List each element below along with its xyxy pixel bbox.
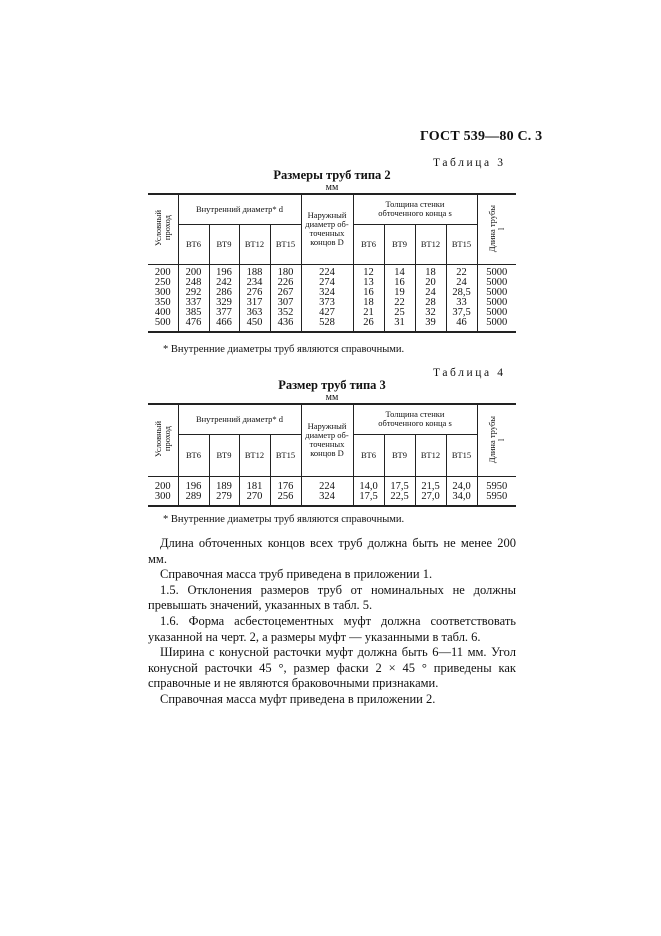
table3-sub-bt9-s: ВТ9 (384, 224, 415, 264)
table4-sub-bt12: ВТ12 (239, 434, 270, 476)
table4-header-outer: Наружный диаметр об- точенных концов D (301, 404, 353, 476)
table3-header-thickness: Толщина стенки обточенного конца s (353, 194, 477, 224)
table4-header-cond: Условный проход (148, 404, 178, 476)
table4 (148, 403, 516, 507)
paragraph-1-6: 1.6. Форма асбестоцементных муфт должна соответствовать указанной на черт. 2, а размеры муфт — указанными в табл. 6. (148, 613, 516, 644)
table3-sub-bt12-s: ВТ12 (415, 224, 446, 264)
table3-header-length: Длина трубы l (477, 194, 516, 264)
body-text (148, 536, 516, 708)
table3-header-outer: Наружный диаметр об- точенных концов D (301, 194, 353, 264)
table4-col-d-bt6: 196 289 (178, 476, 209, 506)
table4-col-length: 5950 5950 (477, 476, 516, 506)
table3-header-cond: Условный проход (148, 194, 178, 264)
table4-sub-bt15: ВТ15 (270, 434, 301, 476)
table4-sub-bt15-s: ВТ15 (446, 434, 477, 476)
table4-sub-bt9-s: ВТ9 (384, 434, 415, 476)
page-header: ГОСТ 539—80 С. 3 (420, 129, 543, 144)
table4-sub-bt12-s: ВТ12 (415, 434, 446, 476)
table3-sub-bt15-s: ВТ15 (446, 224, 477, 264)
table4-header-length: Длина трубы l (477, 404, 516, 476)
table4-col-d-bt12: 181 270 (239, 476, 270, 506)
table3-col-outer: 224 274 324 373 427 528 (301, 264, 353, 332)
table3-col-s-bt6: 12 13 16 18 21 26 (353, 264, 384, 332)
table4-col-s-bt9: 17,5 22,5 (384, 476, 415, 506)
table3-col-d-bt9: 196 242 286 329 377 466 (209, 264, 239, 332)
table4-col-cond: 200 300 (148, 476, 178, 506)
paragraph-1-5: 1.5. Отклонения размеров труб от номинальных не должны превышать значений, указанных в табл. 5. (148, 582, 516, 613)
table3-col-s-bt9: 14 16 19 22 25 31 (384, 264, 415, 332)
table3-col-cond: 200 250 300 350 400 500 (148, 264, 178, 332)
table4-col-s-bt6: 14,0 17,5 (353, 476, 384, 506)
table3-sub-bt15: ВТ15 (270, 224, 301, 264)
table3-sub-bt6: ВТ6 (178, 224, 209, 264)
table3-sub-bt12: ВТ12 (239, 224, 270, 264)
table4-col-s-bt15: 24,0 34,0 (446, 476, 477, 506)
paragraph-end-length: Длина обточенных концов всех труб должна быть не менее 200 мм. (148, 536, 516, 566)
table3-col-length: 5000 5000 5000 5000 5000 5000 (477, 264, 516, 332)
table3-label: Таблица 3 (433, 157, 506, 169)
table4-col-d-bt15: 176 256 (270, 476, 301, 506)
table3-sub-bt9: ВТ9 (209, 224, 239, 264)
table4-sub-bt6-s: ВТ6 (353, 434, 384, 476)
table4-sub-bt6: ВТ6 (178, 434, 209, 476)
paragraph-pipe-mass: Справочная масса труб приведена в приложении 1. (160, 567, 433, 582)
table4-col-s-bt12: 21,5 27,0 (415, 476, 446, 506)
table4-unit: мм (325, 392, 339, 403)
paragraph-coupling-mass: Справочная масса муфт приведена в приложении 2. (160, 691, 436, 706)
paragraph-bore-width: Ширина с конусной расточки муфт должна быть 6—11 мм. Угол конусной расточки 45 °, размер фаски 2 × 45 ° приведены как справочные и не являются браковочными признаками. (148, 645, 516, 691)
table3-sub-bt6-s: ВТ6 (353, 224, 384, 264)
table4-col-d-bt9: 189 279 (209, 476, 239, 506)
table4-col-outer: 224 324 (301, 476, 353, 506)
table3-unit: мм (325, 182, 339, 193)
table4-sub-bt9: ВТ9 (209, 434, 239, 476)
table4-header-inner: Внутренний диаметр* d (178, 404, 301, 434)
table3-col-s-bt12: 18 20 24 28 32 39 (415, 264, 446, 332)
table3-col-d-bt6: 200 248 292 337 385 476 (178, 264, 209, 332)
table3-col-d-bt12: 188 234 276 317 363 450 (239, 264, 270, 332)
table4-label: Таблица 4 (433, 367, 506, 379)
table3-col-d-bt15: 180 226 267 307 352 436 (270, 264, 301, 332)
table4-note: * Внутренние диаметры труб являются справочными. (163, 514, 405, 525)
table4-title: Размер труб типа 3 (278, 378, 386, 392)
table3-title: Размеры труб типа 2 (273, 168, 391, 182)
table3-header-inner: Внутренний диаметр* d (178, 194, 301, 224)
table3 (148, 193, 516, 333)
table3-col-s-bt15: 22 24 28,5 33 37,5 46 (446, 264, 477, 332)
table4-header-thickness: Толщина стенки обточенного конца s (353, 404, 477, 434)
table3-note: * Внутренние диаметры труб являются справочными. (163, 344, 405, 355)
